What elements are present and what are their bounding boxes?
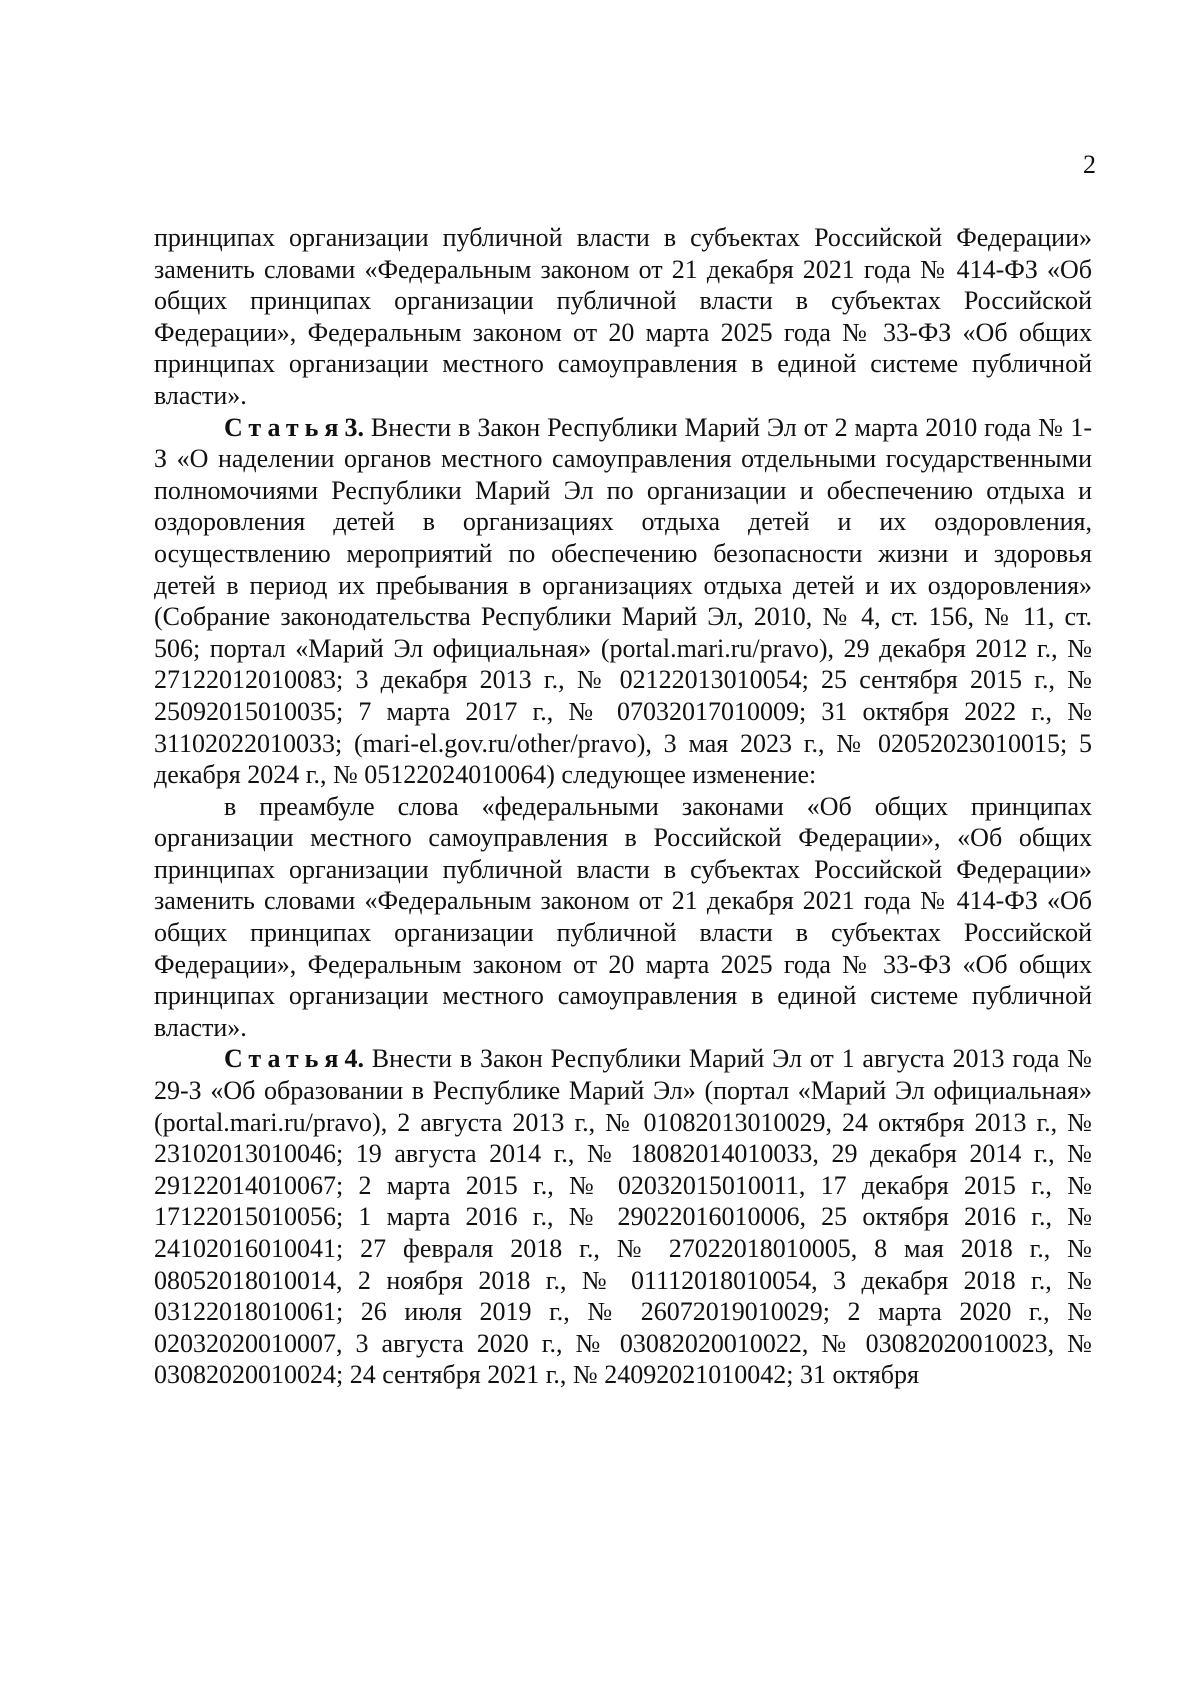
article-3-number: 3. [344,412,364,442]
article-3-heading: Статья [224,412,345,442]
paragraph-continuation: принципах организации публичной власти в субъектах Российской Федерации» заменить словами «Федеральным законом от 21 декабря 2021 года № 414-ФЗ «Об общих принципах организации публичной власти в субъектах Российской Федерации», Федеральным законом от 20 марта 2025 года № 33-ФЗ «Об общих принципах организации местного самоуправления в единой системе публичной власти». [154,223,1092,410]
page-number: 2 [1083,150,1096,179]
document-body [154,222,1092,1391]
article-4-heading: Статья [224,1044,345,1074]
article-3-text: Внести в Закон Республики Марий Эл от 2 марта 2010 года № 1-З «О наделении органов местного самоуправления отдельными государственными полномочиями Республики Марий Эл по организации и обеспечению отдыха и оздоровления детей в организациях отдыха детей и их оздоровления, осуществлению мероприятий по обеспечению безопасности жизни и здоровья детей в период их пребывания в организациях отдыха детей и их оздоровления» (Собрание законодательства Республики Марий Эл, 2010, № 4, ст. 156, № 11, ст. 506; портал «Марий Эл официальная» (portal.mari.ru/pravo), 29 декабря 2012 г., № 27122012010083; 3 декабря 2013 г., № 02122013010054; 25 сентября 2015 г., № 25092015010035; 7 марта 2017 г., № 07032017010009; 31 октября 2022 г., № 31102022010033; (mari-el.gov.ru/other/pravo), 3 мая 2023 г., № 02052023010015; 5 декабря 2024 г., № 05122024010064) следующее изменение: [154,412,1092,790]
article-4-paragraph [154,1043,1092,1391]
article-3-paragraph [154,412,1092,791]
preamble-amendment-paragraph: в преамбуле слова «федеральными законами «Об общих принципах организации местного самоуправления в Российской Федерации», «Об общих принципах организации публичной власти в субъектах Российской Федерации» заменить словами «Федеральным законом от 21 декабря 2021 года № 414-ФЗ «Об общих принципах организации публичной власти в субъектах Российской Федерации», Федеральным законом от 20 марта 2025 года № 33-ФЗ «Об общих принципах организации местного самоуправления в единой системе публичной власти». [154,791,1092,1042]
article-4-text: Внести в Закон Республики Марий Эл от 1 августа 2013 года № 29-З «Об образовании в Республике Марий Эл» (портал «Марий Эл официальная» (portal.mari.ru/pravo), 2 августа 2013 г., № 01082013010029, 24 октября 2013 г., № 23102013010046; 19 августа 2014 г., № 18082014010033, 29 декабря 2014 г., № 29122014010067; 2 марта 2015 г., № 02032015010011, 17 декабря 2015 г., № 17122015010056; 1 марта 2016 г., № 29022016010006, 25 октября 2016 г., № 24102016010041; 27 февраля 2018 г., № 27022018010005, 8 мая 2018 г., № 08052018010014, 2 ноября 2018 г., № 01112018010054, 3 декабря 2018 г., № 03122018010061; 26 июля 2019 г., № 26072019010029; 2 марта 2020 г., № 02032020010007, 3 августа 2020 г., № 03082020010022, № 03082020010023, № 03082020010024; 24 сентября 2021 г., № 24092021010042; 31 октября [154,1044,1092,1390]
article-4-number: 4. [344,1044,364,1074]
